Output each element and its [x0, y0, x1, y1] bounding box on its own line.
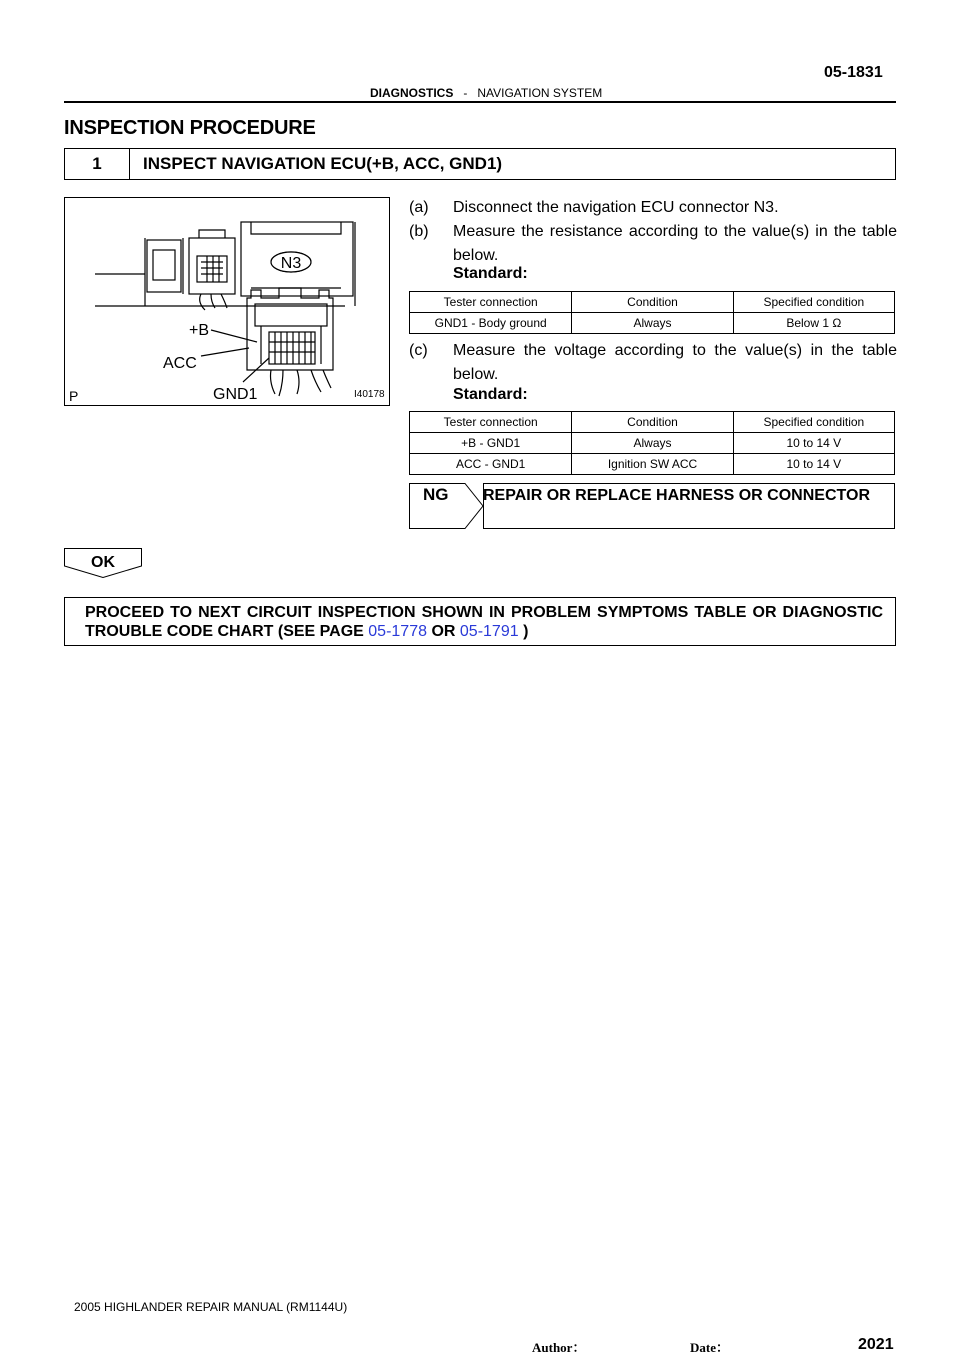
- connector-illustration: [65, 198, 389, 405]
- table-cell: 10 to 14 V: [733, 454, 894, 475]
- table-cell: Always: [572, 433, 733, 454]
- proceed-box: [64, 597, 896, 646]
- pin-label-plus-b: +B: [189, 322, 210, 339]
- page-number: 2021: [858, 1336, 894, 1353]
- table-cell: Below 1 Ω: [733, 313, 894, 334]
- standard-label-2: Standard:: [453, 386, 528, 403]
- table-cell: Always: [572, 313, 733, 334]
- figure-corner-mark: P: [69, 388, 79, 404]
- table-row: [410, 433, 895, 454]
- manual-footer: 2005 HIGHLANDER REPAIR MANUAL (RM1144U): [74, 1300, 348, 1314]
- table-cell: +B - GND1: [410, 433, 572, 454]
- instruction-b-label: (b): [409, 223, 429, 240]
- table-cell: ACC - GND1: [410, 454, 572, 475]
- ng-branch: [409, 483, 895, 529]
- instruction-a-text: Disconnect the navigation ECU connector N3.: [453, 199, 779, 216]
- table-header: Specified condition: [733, 292, 894, 313]
- table-header: Specified condition: [733, 412, 894, 433]
- table-row: [410, 454, 895, 475]
- figure-id: I40178: [354, 389, 385, 400]
- proceed-text: [85, 603, 883, 641]
- step-title: INSPECT NAVIGATION ECU(+B, ACC, GND1): [143, 154, 503, 173]
- standard-label-1: Standard:: [453, 265, 528, 282]
- voltage-table: [409, 411, 895, 475]
- page-title: INSPECTION PROCEDURE: [64, 117, 316, 139]
- page-link-05-1778[interactable]: 05-1778: [368, 623, 427, 640]
- proceed-or: OR: [431, 623, 456, 640]
- resistance-table: [409, 291, 895, 334]
- instruction-b-text: Measure the resistance according to the value(s) in the table below.: [453, 223, 897, 264]
- table-header: Condition: [572, 292, 733, 313]
- table-cell: 10 to 14 V: [733, 433, 894, 454]
- table-header: Tester connection: [410, 412, 572, 433]
- header-section: DIAGNOSTICS: [370, 86, 454, 100]
- connector-figure: [64, 197, 390, 406]
- pin-label-gnd1: GND1: [213, 386, 258, 403]
- proceed-close-paren: ): [523, 623, 529, 640]
- header-rule: [64, 101, 896, 103]
- step-number: 1: [65, 149, 130, 179]
- ok-label: OK: [91, 554, 115, 571]
- ng-action-text: REPAIR OR REPLACE HARNESS OR CONNECTOR: [483, 487, 870, 504]
- author-label: Author：: [532, 1340, 586, 1355]
- header-subsection: NAVIGATION SYSTEM: [477, 86, 603, 100]
- header-separator: -: [463, 86, 468, 100]
- pin-label-acc: ACC: [163, 355, 197, 372]
- proceed-text-main: PROCEED TO NEXT CIRCUIT INSPECTION SHOWN IN PROBLEM SYMPTOMS TABLE OR DIAGNOSTIC TROUBLE CODE CHART (SEE PAGE: [85, 604, 883, 640]
- table-cell: Ignition SW ACC: [572, 454, 733, 475]
- page-code: 05-1831: [824, 64, 883, 81]
- date-label: Date：: [690, 1340, 729, 1355]
- instruction-b: [409, 220, 895, 270]
- instruction-c: [409, 339, 895, 389]
- table-row: [410, 313, 895, 334]
- table-header: Condition: [572, 412, 733, 433]
- ng-label: NG: [423, 485, 449, 504]
- table-cell: GND1 - Body ground: [410, 313, 572, 334]
- connector-label: N3: [280, 255, 302, 272]
- table-header-row: [410, 412, 895, 433]
- instruction-c-text: Measure the voltage according to the value(s) in the table below.: [453, 342, 897, 383]
- running-header: [370, 86, 602, 100]
- ok-branch: [64, 548, 142, 578]
- step-bar: [64, 148, 896, 180]
- table-header-row: [410, 292, 895, 313]
- table-header: Tester connection: [410, 292, 572, 313]
- instruction-c-label: (c): [409, 342, 428, 359]
- instruction-a-label: (a): [409, 199, 429, 216]
- page-link-05-1791[interactable]: 05-1791: [459, 623, 519, 640]
